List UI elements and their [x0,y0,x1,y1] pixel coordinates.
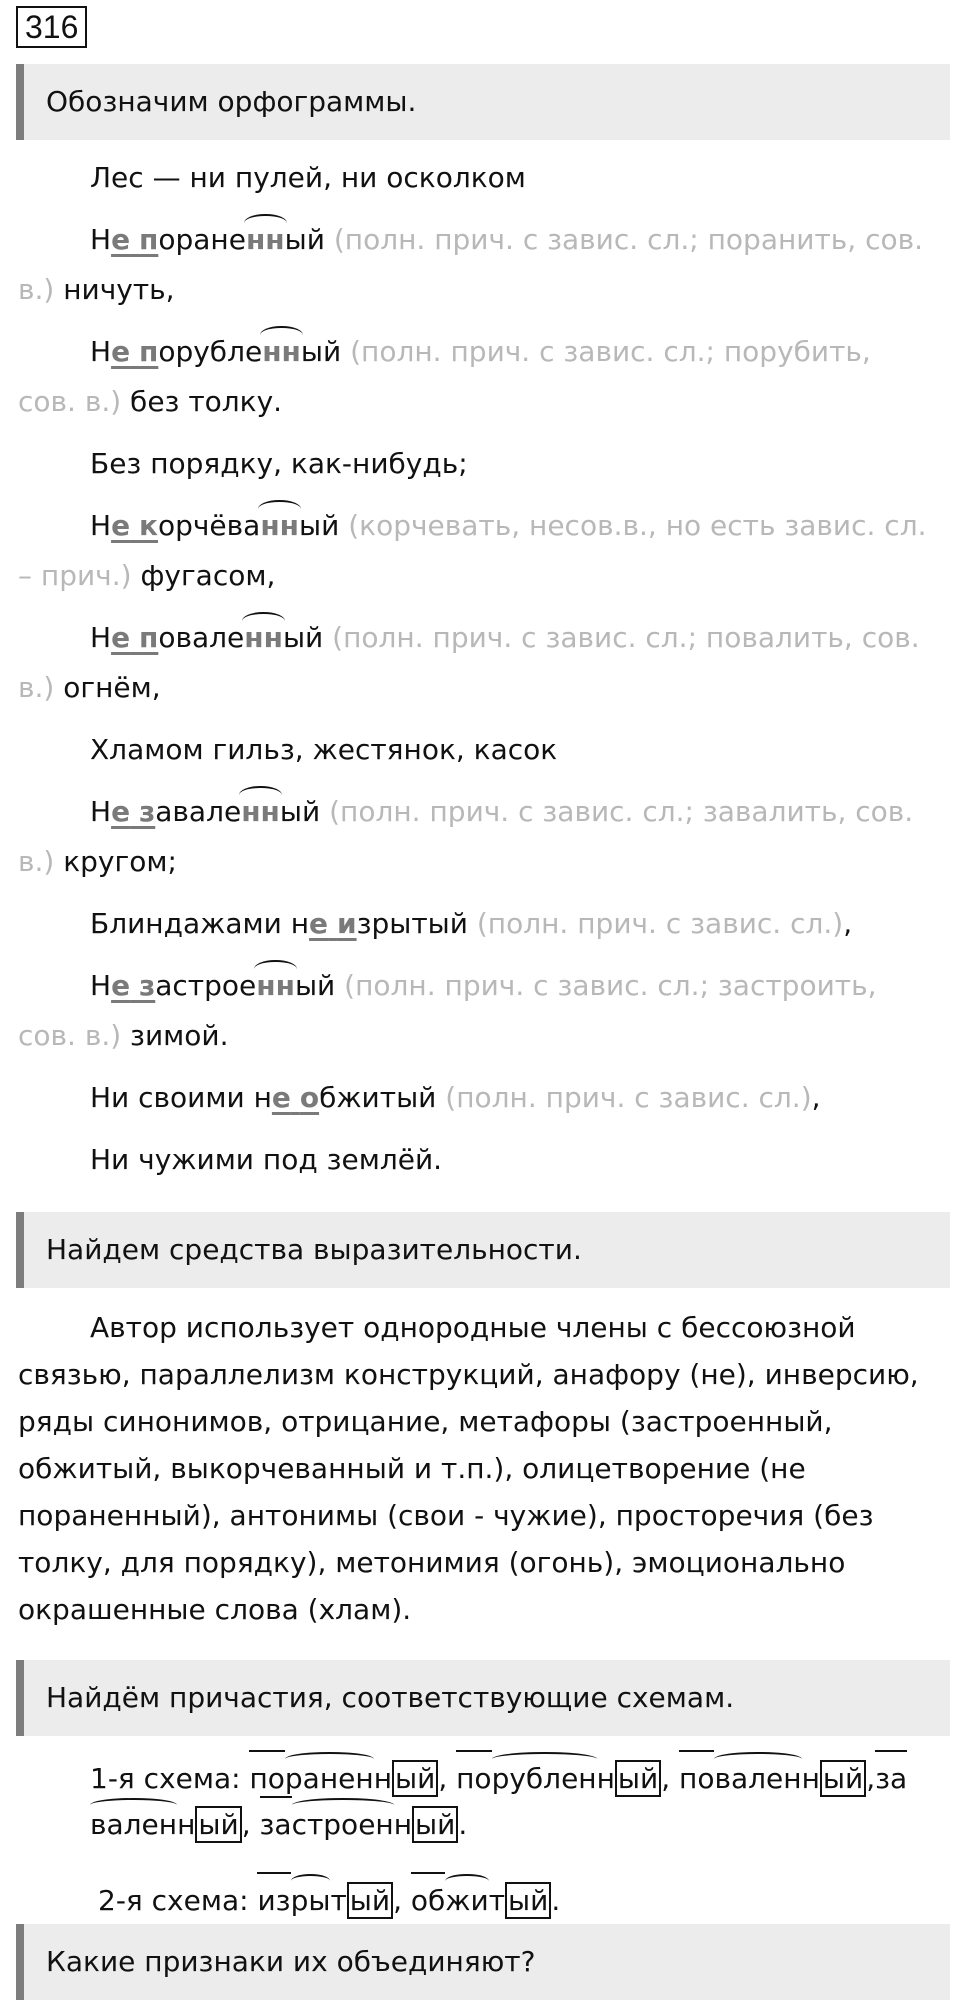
separator: . [551,1884,561,1917]
root-mark: вален [90,1802,177,1848]
participle-word [411,1884,551,1917]
expressive-means-paragraph: Автор использует однородные члены с бессоюзной связью, параллелизм конструкций, анафору (не), инверсию, ряды синонимов, отрицание, метафоры (застроенный, обжитый, выкорчеванный и т.п.), олицетворение (не пораненный), антонимы (свои - чужие), просторечия (без толку, для порядку), метонимия (огонь), эмоционально окрашенные слова (хлам). [18,1311,919,1626]
poem-line-1: Лес — ни пулей, ни осколком [90,161,526,194]
suffix-mark: н [596,1762,615,1795]
section-header-common-features: Какие признаки их объединяют? [16,1924,950,2000]
scheme-1-label: 1-я схема: [90,1762,250,1795]
participle-word [456,1762,661,1795]
poem-line-3-cont: сов. в.) без толку. [18,385,283,418]
poem-line-10: Не застроенный (полн. прич. с завис. сл.; застроить, [18,966,960,1006]
separator: , [438,1762,457,1795]
poem-line-8: Не заваленный (полн. прич. с завис. сл.; завалить, сов. [18,792,960,832]
prefix-mark: по [249,1756,284,1802]
poem-line-10-cont: сов. в.) зимой. [18,1019,229,1052]
ending-box: ый [412,1806,458,1843]
ending-box: ый [392,1760,438,1797]
scheme-1 [18,1756,948,1848]
participle-word [260,1808,459,1841]
poem-line-6: Не поваленный (полн. прич. с завис. сл.; повалить, сов. [18,618,960,658]
poem-line-5-cont: – прич.) фугасом, [18,559,276,592]
root-mark: вален [714,1756,801,1802]
root-mark: строен [292,1802,394,1848]
poem-line-12: Ни чужими под землёй. [90,1143,443,1176]
root-mark: жи [445,1878,488,1924]
poem-line-5: Не корчёванный (корчевать, несов.в., но есть завис. сл. [18,506,960,546]
participle-word [249,1762,438,1795]
ending-box: ый [820,1760,866,1797]
poem-line-9: Блиндажами не изрытый (полн. прич. с завис. сл.), [90,907,853,940]
suffix-mark: н [393,1808,413,1841]
prefix-mark: из [257,1878,290,1924]
suffix-mark: н [177,1808,196,1841]
separator: , [241,1808,260,1841]
root-mark: рублен [492,1756,597,1802]
suffix-mark: т [488,1884,506,1917]
poem-line-11: Ни своими не обжитый (полн. прич. с завис. сл.), [90,1081,821,1114]
poem-line-6-cont: в.) огнём, [18,671,161,704]
ending-box: ый [347,1882,393,1919]
separator: , [393,1884,411,1917]
separator: , [661,1762,680,1795]
section-header-participles: Найдём причастия, соответствующие схемам. [16,1660,950,1736]
poem-line-3: Не порубленный (полн. прич. с завис. сл.; порубить, [18,332,960,372]
poem-line-8-cont: в.) кругом; [18,845,177,878]
poem-line-7: Хламом гильз, жестянок, касок [90,733,558,766]
prefix-mark: по [679,1756,714,1802]
participle-word [679,1762,866,1795]
suffix-mark: н [373,1762,392,1795]
suffix-mark: т [330,1884,347,1917]
participle-word [257,1884,393,1917]
prefix-mark: за [260,1802,292,1848]
ending-box: ый [195,1806,241,1843]
poem-line-4: Без порядку, как-нибудь; [90,447,468,480]
prefix-mark: об [411,1878,445,1924]
scheme-2 [18,1878,948,1924]
exercise-number: 316 [16,6,87,48]
ending-box: ый [615,1760,661,1797]
section-header-expressive-means: Найдем средства выразительности. [16,1212,950,1288]
root-mark: ранен [285,1756,374,1802]
separator: , [866,1762,876,1795]
scheme-2-label: 2-я схема: [98,1884,258,1917]
scheme-2-words [257,1884,560,1917]
poem-line-2: Не пораненный (полн. прич. с завис. сл.; поранить, сов. [18,220,960,260]
root-mark: ры [291,1878,331,1924]
separator: . [458,1808,468,1841]
section-header-spelling: Обозначим орфограммы. [16,64,950,140]
prefix-mark: за [875,1756,907,1802]
suffix-mark: н [801,1762,820,1795]
poem-line-2-cont: в.) ничуть, [18,273,175,306]
ending-box: ый [505,1882,551,1919]
prefix-mark: по [456,1756,491,1802]
